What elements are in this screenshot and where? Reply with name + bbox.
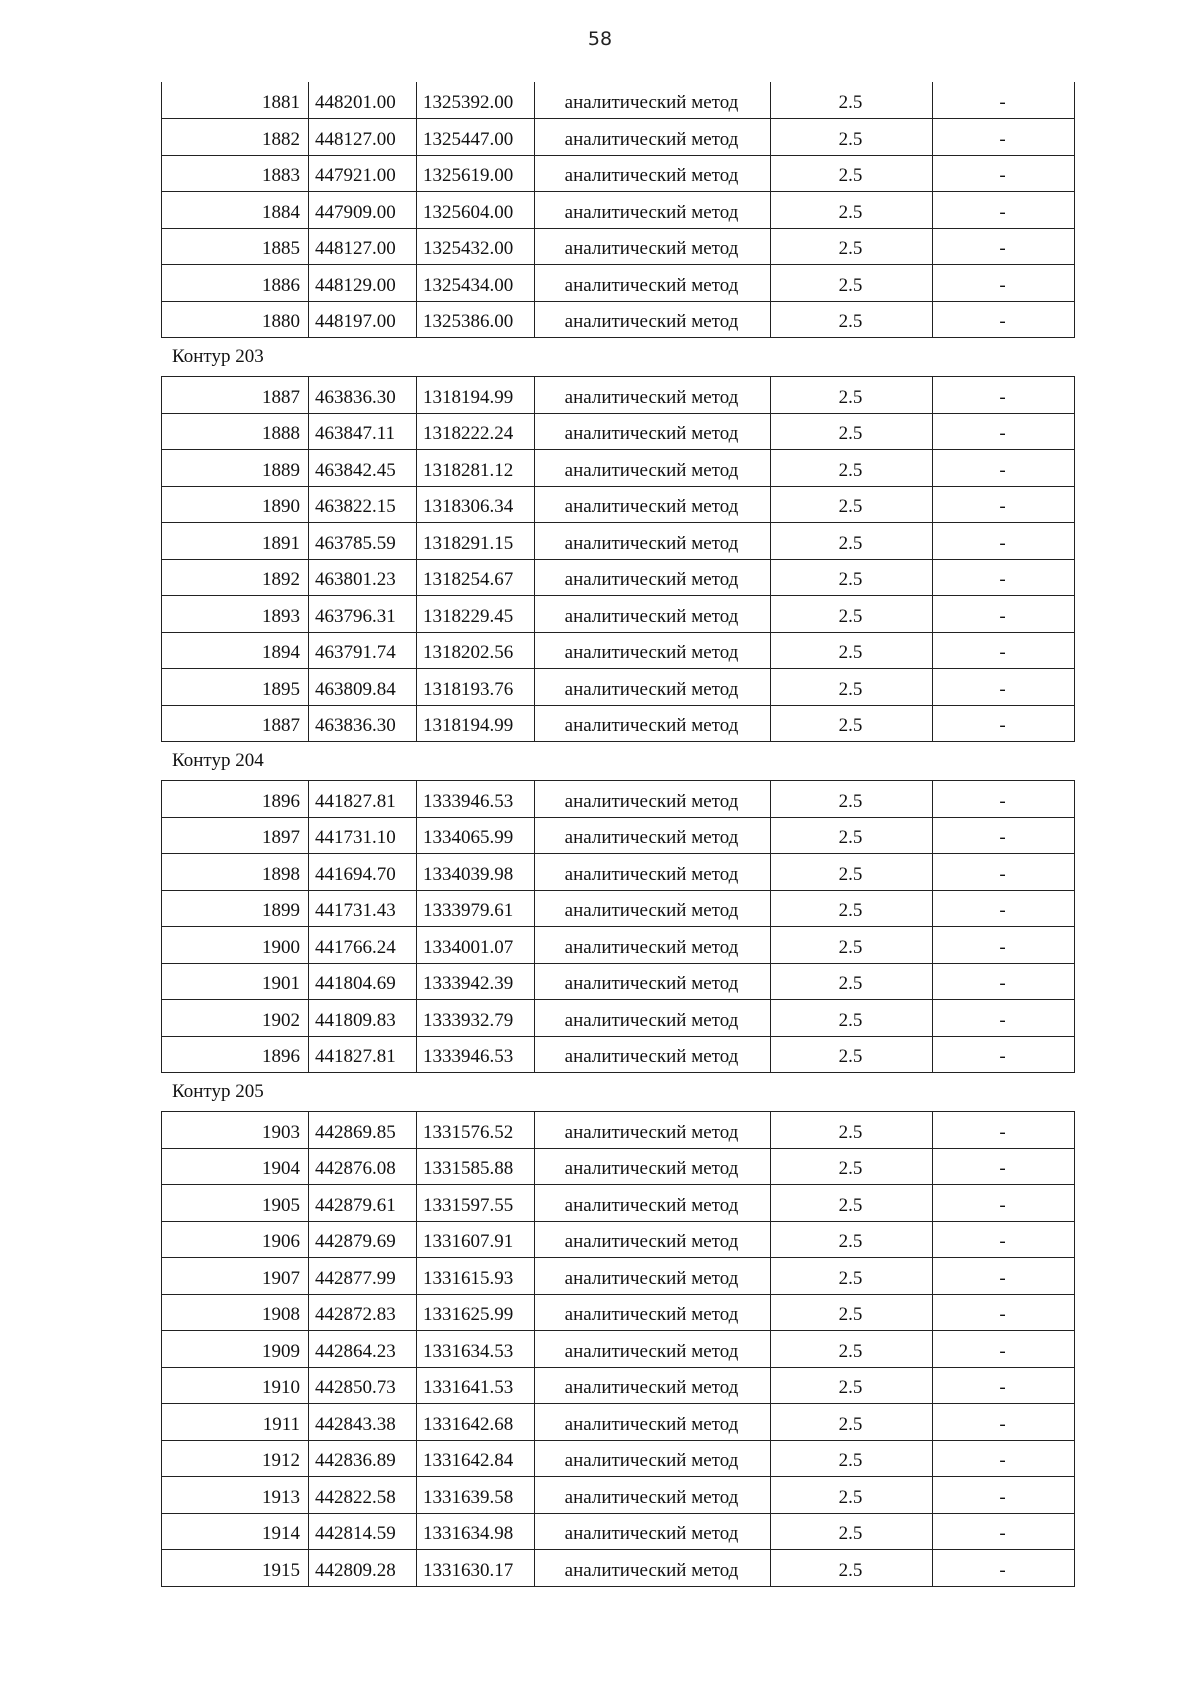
method-cell: аналитический метод [535,155,771,192]
y-coordinate-cell: 1318194.99 [417,705,535,742]
table-row [162,927,1075,964]
y-coordinate-cell: 1325432.00 [417,228,535,265]
note-cell: - [933,890,1075,927]
accuracy-cell: 2.5 [771,781,933,818]
accuracy-cell: 2.5 [771,1148,933,1185]
table-row [162,817,1075,854]
x-coordinate-cell: 441731.10 [309,817,417,854]
x-coordinate-cell: 442822.58 [309,1477,417,1514]
table-row [162,705,1075,742]
method-cell: аналитический метод [535,82,771,119]
table-row [162,486,1075,523]
method-cell: аналитический метод [535,1148,771,1185]
method-cell: аналитический метод [535,632,771,669]
method-cell: аналитический метод [535,890,771,927]
note-cell: - [933,1258,1075,1295]
table-row [162,450,1075,487]
point-number-cell: 1895 [162,669,309,706]
x-coordinate-cell: 463796.31 [309,596,417,633]
x-coordinate-cell: 463847.11 [309,413,417,450]
accuracy-cell: 2.5 [771,82,933,119]
point-number-cell: 1900 [162,927,309,964]
method-cell: аналитический метод [535,669,771,706]
y-coordinate-cell: 1325386.00 [417,301,535,338]
x-coordinate-cell: 463809.84 [309,669,417,706]
method-cell: аналитический метод [535,228,771,265]
note-cell: - [933,1112,1075,1149]
method-cell: аналитический метод [535,1331,771,1368]
point-number-cell: 1902 [162,1000,309,1037]
point-number-cell: 1887 [162,377,309,414]
table-row [162,523,1075,560]
note-cell: - [933,119,1075,156]
accuracy-cell: 2.5 [771,669,933,706]
note-cell: - [933,301,1075,338]
note-cell: - [933,1331,1075,1368]
method-cell: аналитический метод [535,817,771,854]
table-row [162,1513,1075,1550]
accuracy-cell: 2.5 [771,596,933,633]
accuracy-cell: 2.5 [771,1440,933,1477]
y-coordinate-cell: 1333932.79 [417,1000,535,1037]
point-number-cell: 1904 [162,1148,309,1185]
y-coordinate-cell: 1331597.55 [417,1185,535,1222]
table-row [162,1440,1075,1477]
y-coordinate-cell: 1325619.00 [417,155,535,192]
note-cell: - [933,1440,1075,1477]
x-coordinate-cell: 441827.81 [309,781,417,818]
point-number-cell: 1898 [162,854,309,891]
point-number-cell: 1890 [162,486,309,523]
accuracy-cell: 2.5 [771,377,933,414]
y-coordinate-cell: 1333946.53 [417,1036,535,1073]
x-coordinate-cell: 442872.83 [309,1294,417,1331]
accuracy-cell: 2.5 [771,1550,933,1587]
table-row [162,1036,1075,1073]
accuracy-cell: 2.5 [771,632,933,669]
x-coordinate-cell: 463836.30 [309,377,417,414]
note-cell: - [933,450,1075,487]
x-coordinate-cell: 442876.08 [309,1148,417,1185]
accuracy-cell: 2.5 [771,523,933,560]
point-number-cell: 1896 [162,781,309,818]
accuracy-cell: 2.5 [771,1112,933,1149]
table-row [162,119,1075,156]
table-row [162,301,1075,338]
table-row [162,1148,1075,1185]
y-coordinate-cell: 1331607.91 [417,1221,535,1258]
method-cell: аналитический метод [535,1294,771,1331]
point-number-cell: 1886 [162,265,309,302]
accuracy-cell: 2.5 [771,265,933,302]
method-cell: аналитический метод [535,1440,771,1477]
accuracy-cell: 2.5 [771,1294,933,1331]
point-number-cell: 1884 [162,192,309,229]
table-row [162,1294,1075,1331]
accuracy-cell: 2.5 [771,1036,933,1073]
note-cell: - [933,854,1075,891]
method-cell: аналитический метод [535,1477,771,1514]
accuracy-cell: 2.5 [771,486,933,523]
y-coordinate-cell: 1333946.53 [417,781,535,818]
note-cell: - [933,1185,1075,1222]
x-coordinate-cell: 441766.24 [309,927,417,964]
accuracy-cell: 2.5 [771,1258,933,1295]
method-cell: аналитический метод [535,1036,771,1073]
method-cell: аналитический метод [535,192,771,229]
method-cell: аналитический метод [535,1112,771,1149]
point-number-cell: 1889 [162,450,309,487]
point-number-cell: 1901 [162,963,309,1000]
x-coordinate-cell: 441809.83 [309,1000,417,1037]
table-row [162,192,1075,229]
accuracy-cell: 2.5 [771,228,933,265]
x-coordinate-cell: 448129.00 [309,265,417,302]
point-number-cell: 1897 [162,817,309,854]
note-cell: - [933,1294,1075,1331]
coordinates-document [161,82,1074,1587]
coordinates-table [161,1111,1075,1587]
point-number-cell: 1907 [162,1258,309,1295]
accuracy-cell: 2.5 [771,1221,933,1258]
y-coordinate-cell: 1331625.99 [417,1294,535,1331]
accuracy-cell: 2.5 [771,559,933,596]
table-row [162,1221,1075,1258]
x-coordinate-cell: 448201.00 [309,82,417,119]
point-number-cell: 1909 [162,1331,309,1368]
accuracy-cell: 2.5 [771,413,933,450]
point-number-cell: 1911 [162,1404,309,1441]
x-coordinate-cell: 441694.70 [309,854,417,891]
accuracy-cell: 2.5 [771,1513,933,1550]
point-number-cell: 1899 [162,890,309,927]
table-row [162,559,1075,596]
table-row [162,632,1075,669]
method-cell: аналитический метод [535,486,771,523]
table-row [162,1367,1075,1404]
x-coordinate-cell: 442809.28 [309,1550,417,1587]
method-cell: аналитический метод [535,1221,771,1258]
accuracy-cell: 2.5 [771,1331,933,1368]
table-row [162,1331,1075,1368]
x-coordinate-cell: 447909.00 [309,192,417,229]
accuracy-cell: 2.5 [771,1000,933,1037]
note-cell: - [933,192,1075,229]
x-coordinate-cell: 463836.30 [309,705,417,742]
point-number-cell: 1892 [162,559,309,596]
accuracy-cell: 2.5 [771,1404,933,1441]
accuracy-cell: 2.5 [771,1477,933,1514]
y-coordinate-cell: 1318222.24 [417,413,535,450]
y-coordinate-cell: 1318254.67 [417,559,535,596]
accuracy-cell: 2.5 [771,119,933,156]
table-row [162,596,1075,633]
y-coordinate-cell: 1331642.68 [417,1404,535,1441]
y-coordinate-cell: 1318306.34 [417,486,535,523]
note-cell: - [933,963,1075,1000]
note-cell: - [933,1000,1075,1037]
note-cell: - [933,486,1075,523]
method-cell: аналитический метод [535,377,771,414]
point-number-cell: 1914 [162,1513,309,1550]
table-row [162,155,1075,192]
method-cell: аналитический метод [535,927,771,964]
method-cell: аналитический метод [535,854,771,891]
table-row [162,1112,1075,1149]
note-cell: - [933,781,1075,818]
method-cell: аналитический метод [535,596,771,633]
y-coordinate-cell: 1325434.00 [417,265,535,302]
point-number-cell: 1915 [162,1550,309,1587]
point-number-cell: 1887 [162,705,309,742]
y-coordinate-cell: 1325392.00 [417,82,535,119]
y-coordinate-cell: 1334039.98 [417,854,535,891]
y-coordinate-cell: 1334001.07 [417,927,535,964]
accuracy-cell: 2.5 [771,1367,933,1404]
table-row [162,1258,1075,1295]
method-cell: аналитический метод [535,1000,771,1037]
accuracy-cell: 2.5 [771,450,933,487]
table-row [162,413,1075,450]
y-coordinate-cell: 1318281.12 [417,450,535,487]
point-number-cell: 1903 [162,1112,309,1149]
x-coordinate-cell: 463822.15 [309,486,417,523]
note-cell: - [933,228,1075,265]
coordinates-table [161,780,1075,1073]
x-coordinate-cell: 442850.73 [309,1367,417,1404]
accuracy-cell: 2.5 [771,155,933,192]
coordinates-table [161,82,1075,338]
note-cell: - [933,1404,1075,1441]
note-cell: - [933,1148,1075,1185]
table-row [162,781,1075,818]
y-coordinate-cell: 1331585.88 [417,1148,535,1185]
method-cell: аналитический метод [535,1367,771,1404]
note-cell: - [933,155,1075,192]
point-number-cell: 1881 [162,82,309,119]
accuracy-cell: 2.5 [771,963,933,1000]
accuracy-cell: 2.5 [771,1185,933,1222]
note-cell: - [933,1367,1075,1404]
table-row [162,1000,1075,1037]
y-coordinate-cell: 1318229.45 [417,596,535,633]
x-coordinate-cell: 448127.00 [309,228,417,265]
note-cell: - [933,705,1075,742]
point-number-cell: 1905 [162,1185,309,1222]
accuracy-cell: 2.5 [771,854,933,891]
point-number-cell: 1893 [162,596,309,633]
x-coordinate-cell: 463842.45 [309,450,417,487]
x-coordinate-cell: 442869.85 [309,1112,417,1149]
x-coordinate-cell: 441731.43 [309,890,417,927]
y-coordinate-cell: 1318193.76 [417,669,535,706]
table-row [162,1550,1075,1587]
point-number-cell: 1885 [162,228,309,265]
x-coordinate-cell: 442843.38 [309,1404,417,1441]
note-cell: - [933,559,1075,596]
table-row [162,228,1075,265]
x-coordinate-cell: 441827.81 [309,1036,417,1073]
y-coordinate-cell: 1334065.99 [417,817,535,854]
accuracy-cell: 2.5 [771,817,933,854]
note-cell: - [933,1036,1075,1073]
accuracy-cell: 2.5 [771,890,933,927]
note-cell: - [933,377,1075,414]
method-cell: аналитический метод [535,1550,771,1587]
point-number-cell: 1906 [162,1221,309,1258]
point-number-cell: 1896 [162,1036,309,1073]
method-cell: аналитический метод [535,781,771,818]
y-coordinate-cell: 1331641.53 [417,1367,535,1404]
y-coordinate-cell: 1331576.52 [417,1112,535,1149]
x-coordinate-cell: 447921.00 [309,155,417,192]
y-coordinate-cell: 1318202.56 [417,632,535,669]
x-coordinate-cell: 463801.23 [309,559,417,596]
note-cell: - [933,1221,1075,1258]
x-coordinate-cell: 448127.00 [309,119,417,156]
y-coordinate-cell: 1325447.00 [417,119,535,156]
y-coordinate-cell: 1331634.53 [417,1331,535,1368]
page-number: 58 [587,28,613,50]
table-row [162,377,1075,414]
x-coordinate-cell: 442879.61 [309,1185,417,1222]
contour-label: Контур 205 [172,1081,264,1102]
point-number-cell: 1888 [162,413,309,450]
method-cell: аналитический метод [535,1185,771,1222]
table-row [162,854,1075,891]
x-coordinate-cell: 442877.99 [309,1258,417,1295]
note-cell: - [933,1550,1075,1587]
table-row [162,265,1075,302]
point-number-cell: 1891 [162,523,309,560]
table-row [162,82,1075,119]
note-cell: - [933,523,1075,560]
method-cell: аналитический метод [535,963,771,1000]
x-coordinate-cell: 463791.74 [309,632,417,669]
note-cell: - [933,1477,1075,1514]
note-cell: - [933,669,1075,706]
method-cell: аналитический метод [535,1404,771,1441]
note-cell: - [933,596,1075,633]
point-number-cell: 1882 [162,119,309,156]
x-coordinate-cell: 448197.00 [309,301,417,338]
accuracy-cell: 2.5 [771,192,933,229]
method-cell: аналитический метод [535,413,771,450]
method-cell: аналитический метод [535,450,771,487]
x-coordinate-cell: 442864.23 [309,1331,417,1368]
method-cell: аналитический метод [535,523,771,560]
method-cell: аналитический метод [535,119,771,156]
table-row [162,963,1075,1000]
contour-label: Контур 203 [172,346,264,367]
accuracy-cell: 2.5 [771,301,933,338]
accuracy-cell: 2.5 [771,927,933,964]
accuracy-cell: 2.5 [771,705,933,742]
y-coordinate-cell: 1318291.15 [417,523,535,560]
y-coordinate-cell: 1331639.58 [417,1477,535,1514]
table-row [162,1404,1075,1441]
method-cell: аналитический метод [535,265,771,302]
y-coordinate-cell: 1333979.61 [417,890,535,927]
y-coordinate-cell: 1331630.17 [417,1550,535,1587]
method-cell: аналитический метод [535,1513,771,1550]
point-number-cell: 1894 [162,632,309,669]
y-coordinate-cell: 1331615.93 [417,1258,535,1295]
y-coordinate-cell: 1331642.84 [417,1440,535,1477]
note-cell: - [933,82,1075,119]
method-cell: аналитический метод [535,559,771,596]
table-row [162,890,1075,927]
note-cell: - [933,817,1075,854]
point-number-cell: 1883 [162,155,309,192]
method-cell: аналитический метод [535,1258,771,1295]
note-cell: - [933,265,1075,302]
x-coordinate-cell: 442836.89 [309,1440,417,1477]
point-number-cell: 1912 [162,1440,309,1477]
point-number-cell: 1910 [162,1367,309,1404]
x-coordinate-cell: 463785.59 [309,523,417,560]
y-coordinate-cell: 1333942.39 [417,963,535,1000]
note-cell: - [933,1513,1075,1550]
contour-label: Контур 204 [172,750,264,771]
table-row [162,1185,1075,1222]
table-row [162,1477,1075,1514]
y-coordinate-cell: 1318194.99 [417,377,535,414]
x-coordinate-cell: 441804.69 [309,963,417,1000]
coordinates-table [161,376,1075,742]
note-cell: - [933,632,1075,669]
y-coordinate-cell: 1331634.98 [417,1513,535,1550]
note-cell: - [933,413,1075,450]
x-coordinate-cell: 442814.59 [309,1513,417,1550]
point-number-cell: 1908 [162,1294,309,1331]
x-coordinate-cell: 442879.69 [309,1221,417,1258]
method-cell: аналитический метод [535,705,771,742]
point-number-cell: 1913 [162,1477,309,1514]
note-cell: - [933,927,1075,964]
point-number-cell: 1880 [162,301,309,338]
y-coordinate-cell: 1325604.00 [417,192,535,229]
table-row [162,669,1075,706]
method-cell: аналитический метод [535,301,771,338]
